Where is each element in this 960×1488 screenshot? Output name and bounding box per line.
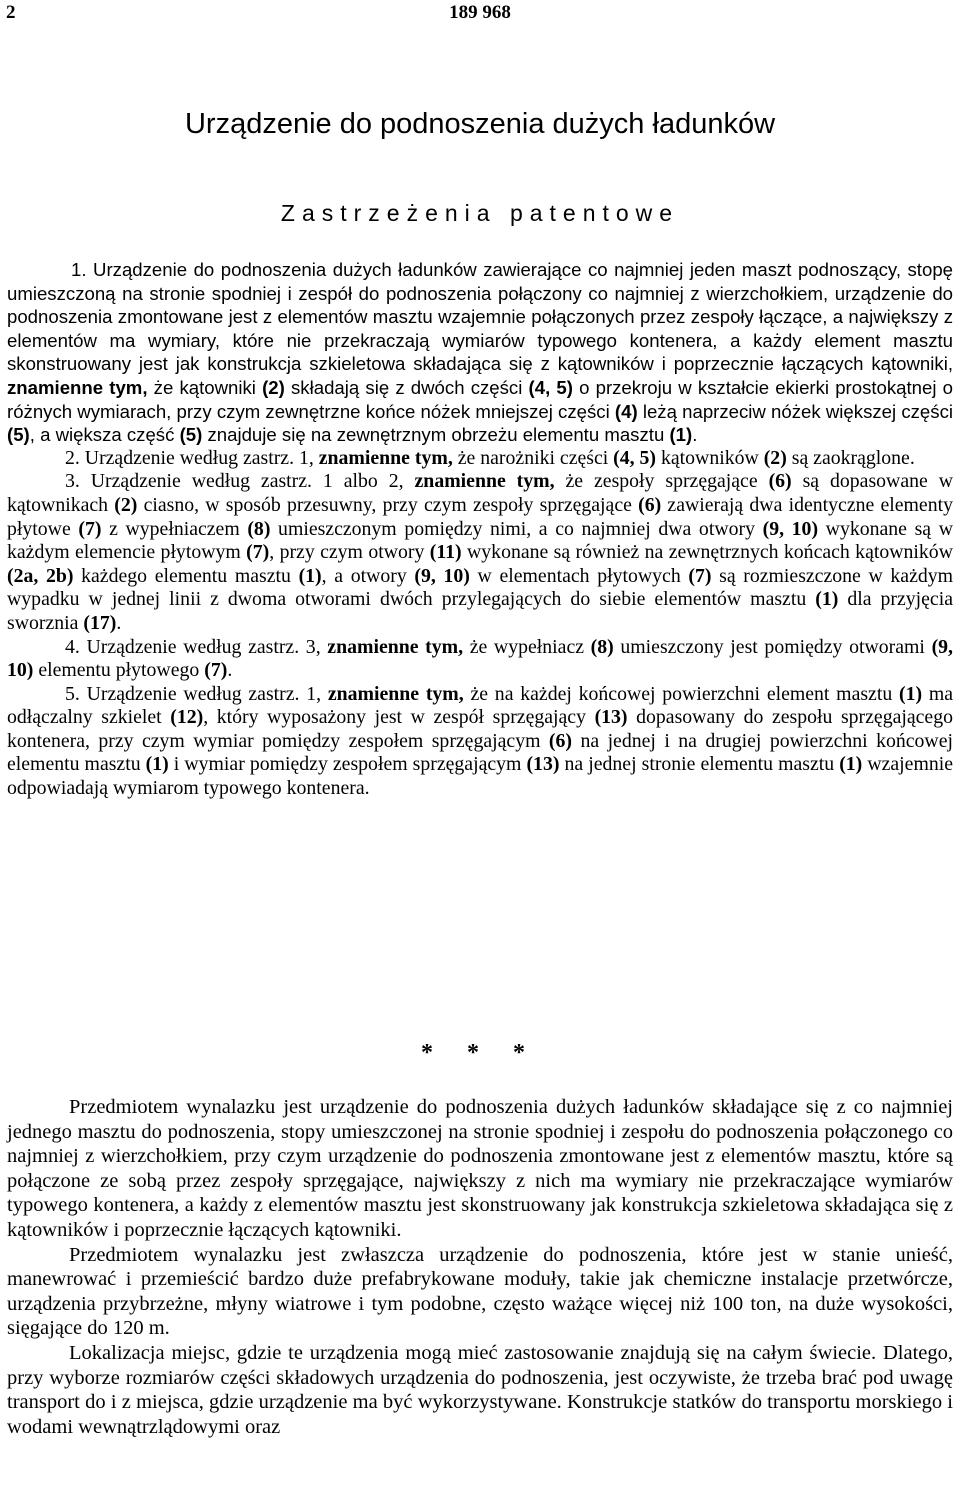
claim-text: wykonane są w każdym elemencie płytowym: [7, 517, 953, 564]
claim-text: i wymiar pomiędzy zespołem sprzęgającym: [168, 753, 527, 776]
claim-emphasis: (7): [78, 517, 102, 540]
claim-text: 3. Urządzenie według zastrz. 1 albo 2,: [65, 470, 415, 493]
claim-emphasis: (6): [638, 493, 662, 516]
claim-text: na jednej stronie elementu masztu: [559, 753, 840, 776]
claim-emphasis: (6): [548, 729, 572, 752]
claim-text: że wypełniacz: [463, 635, 591, 658]
claim-text: kątowników: [656, 446, 764, 469]
claim-emphasis: (7): [204, 659, 228, 682]
claim-1: [7, 258, 953, 447]
claim-emphasis: (9, 10): [414, 564, 470, 587]
document-title: Urządzenie do podnoszenia dużych ładunków: [184, 108, 776, 140]
claim-emphasis: (2): [262, 376, 285, 398]
claim-text: , który wyposażony jest w zespół sprzęgający: [203, 706, 595, 729]
claim-text: umieszczony jest pomiędzy otworami: [613, 635, 932, 658]
claim-emphasis: (6): [768, 470, 792, 493]
claim-emphasis: (5): [179, 424, 203, 446]
claim-text: że kątowniki: [147, 376, 263, 398]
claim-text: z wypełniaczem: [101, 517, 248, 540]
claim-emphasis: (13): [526, 753, 560, 776]
claim-text: w elementach płytowych: [469, 564, 689, 587]
claim-text: że na każdej końcowej powierzchni element masztu: [463, 682, 899, 705]
claim-emphasis: (2): [114, 493, 138, 516]
claim-emphasis: (1): [669, 424, 693, 446]
claim-3: [7, 470, 953, 635]
claim-text: .: [116, 611, 122, 634]
claim-text: 4. Urządzenie według zastrz. 3,: [65, 635, 328, 658]
section-heading: Zastrzeżenia patentowe: [280, 200, 680, 226]
claim-text: , a otwory: [321, 564, 415, 587]
claim-text: składają się z dwóch części: [284, 376, 529, 398]
claim-emphasis: (4, 5): [613, 446, 657, 469]
patent-number: 189 968: [449, 2, 511, 23]
claim-emphasis: znamienne tym,: [327, 635, 464, 658]
claim-5: [7, 683, 953, 801]
claim-emphasis: (5): [7, 424, 30, 446]
claim-text: na jednej i na drugiej powierzchni końcowej elementu masztu: [7, 729, 953, 776]
claim-text: 5. Urządzenie według zastrz. 1,: [65, 682, 328, 705]
claim-text: 1. Urządzenie do podnoszenia dużych ładunków zawierające co najmniej jeden maszt podnoszący, stopę umieszczoną na stronie spodniej i zespół do podnoszenia połączony co najmniej z wierzchołkiem, urządzenie do podnoszenia zmontowane jest z elementów masztu wzajemnie połączonych przez zespoły łączące, a największy z elementów ma wymiary, które nie przekraczają wymiarów typowego kontenera, a każdy element masztu skonstruowany jest jak konstrukcja szkieletowa składająca się z kątowników i poprzecznie łączących kątowniki,: [7, 259, 953, 375]
claim-text: , przy czym otwory: [269, 541, 430, 564]
claim-2: [7, 447, 953, 471]
claim-emphasis: (8): [247, 517, 271, 540]
claim-text: elementu płytowego: [33, 659, 205, 682]
claim-emphasis: znamienne tym,: [318, 446, 453, 469]
claim-text: są dopasowane w kątownikach: [7, 470, 953, 516]
claim-text: każdego elementu masztu: [73, 564, 299, 587]
claim-text: dla przyjęcia sworznia: [7, 588, 953, 634]
page-number: 2: [6, 2, 16, 23]
claim-text: .: [692, 424, 698, 446]
claim-emphasis: (8): [590, 635, 614, 658]
claim-emphasis: znamienne tym,: [7, 376, 148, 398]
description: [7, 1095, 953, 1439]
claim-text: ma odłączalny szkielet: [7, 682, 953, 729]
claim-emphasis: (2a, 2b): [7, 564, 74, 587]
claim-emphasis: (1): [815, 588, 839, 611]
claim-emphasis: (7): [688, 564, 712, 587]
description-paragraph: Przedmiotem wynalazku jest urządzenie do podnoszenia dużych ładunków składające się z co najmniej jednego masztu do podnoszenia, stopy umieszczonej na stronie spodniej i zespołu do podnoszenia połączonego co najmniej z wierzchołkiem, przy czym urządzenie do podnoszenia zmontowane jest z elementów masztu, które są połączone ze sobą przez zespoły sprzęgające, największy z nich ma wymiary nie przekraczające wymiarów typowego kontenera, a każdy z elementów masztu jest skonstruowany jak konstrukcja szkieletowa składająca się z kątowników i poprzecznie łączących kątowniki.: [7, 1096, 953, 1241]
section-separator: * * *: [421, 1040, 539, 1066]
claim-emphasis: (9, 10): [762, 517, 819, 540]
claim-emphasis: (2): [763, 446, 787, 469]
claim-text: znajduje się na zewnętrznym obrzeżu elementu masztu: [202, 424, 670, 446]
claim-text: że zespoły sprzęgające: [554, 470, 769, 493]
description-paragraph: Przedmiotem wynalazku jest zwłaszcza urządzenie do podnoszenia, które jest w stanie unieść, manewrować i przemieścić bardzo duże prefabrykowane moduły, takie jak chemiczne instalacje przetwórcze, urządzenia przybrzeżne, młyny wiatrowe i tym podobne, często ważące więcej niż 100 ton, na duże wysokości, sięgające do 120 m.: [7, 1243, 953, 1340]
claim-text: dopasowany do zespołu sprzęgającego kontenera, przy czym wymiar pomiędzy zespołem sprzęgającym: [7, 706, 953, 752]
claim-text: leżą naprzeciw nóżek większej części: [637, 400, 953, 422]
claim-text: , a większa część: [29, 424, 180, 446]
claim-emphasis: (11): [429, 541, 462, 564]
claim-emphasis: znamienne tym,: [414, 470, 555, 493]
claim-emphasis: (1): [898, 682, 923, 705]
claim-text: umieszczonym pomiędzy nimi, a co najmniej dwa otwory: [270, 517, 763, 540]
claim-emphasis: (4, 5): [528, 376, 573, 398]
claim-emphasis: (1): [298, 564, 322, 587]
claim-text: ciasno, w sposób przesuwny, przy czym zespoły sprzęgające: [137, 493, 639, 516]
claim-text: o przekroju w kształcie ekierki prostokątnej o różnych wymiarach, przy czym zewnętrzne końce nóżek mniejszej części: [7, 376, 953, 422]
description-paragraph: Lokalizacja miejsc, gdzie te urządzenia mogą mieć zastosowanie znajdują się na całym świecie. Dlatego, przy wyborze rozmiarów części składowych urządzenia do podnoszenia, jest oczywiste, że trzeba brać pod uwagę transport do i z miejsca, gdzie urządzenie ma być wykorzystywane. Konstrukcje statków do transportu morskiego i wodami wewnątrzlądowymi oraz: [7, 1341, 953, 1438]
claim-text: 2. Urządzenie według zastrz. 1,: [65, 446, 319, 469]
claim-emphasis: (4): [614, 400, 638, 422]
claim-4: [7, 636, 953, 683]
claim-text: wykonane są również na zewnętrznych końcach kątowników: [461, 541, 953, 564]
claim-text: są rozmieszczone w każdym wypadku w jednej linii z dwoma otworami dwóch przylegających do siebie elementów masztu: [7, 564, 954, 611]
claim-emphasis: znamienne tym,: [327, 682, 464, 705]
claims-list: [7, 258, 953, 801]
claim-text: zawierają dwa identyczne elementy płytowe: [7, 493, 953, 540]
claim-emphasis: (17): [83, 611, 117, 634]
claim-text: że narożniki części: [452, 446, 614, 469]
claim-emphasis: (12): [170, 706, 204, 729]
claim-emphasis: (7): [246, 541, 270, 564]
claim-emphasis: (1): [839, 753, 863, 776]
claim-emphasis: (9, 10): [7, 635, 953, 682]
claim-emphasis: (1): [145, 753, 169, 776]
claim-text: są zaokrąglone.: [786, 446, 915, 469]
claim-emphasis: (13): [594, 706, 628, 729]
claim-text: wzajemnie odpowiadają wymiarom typowego kontenera.: [7, 753, 954, 800]
claim-text: .: [227, 659, 233, 682]
